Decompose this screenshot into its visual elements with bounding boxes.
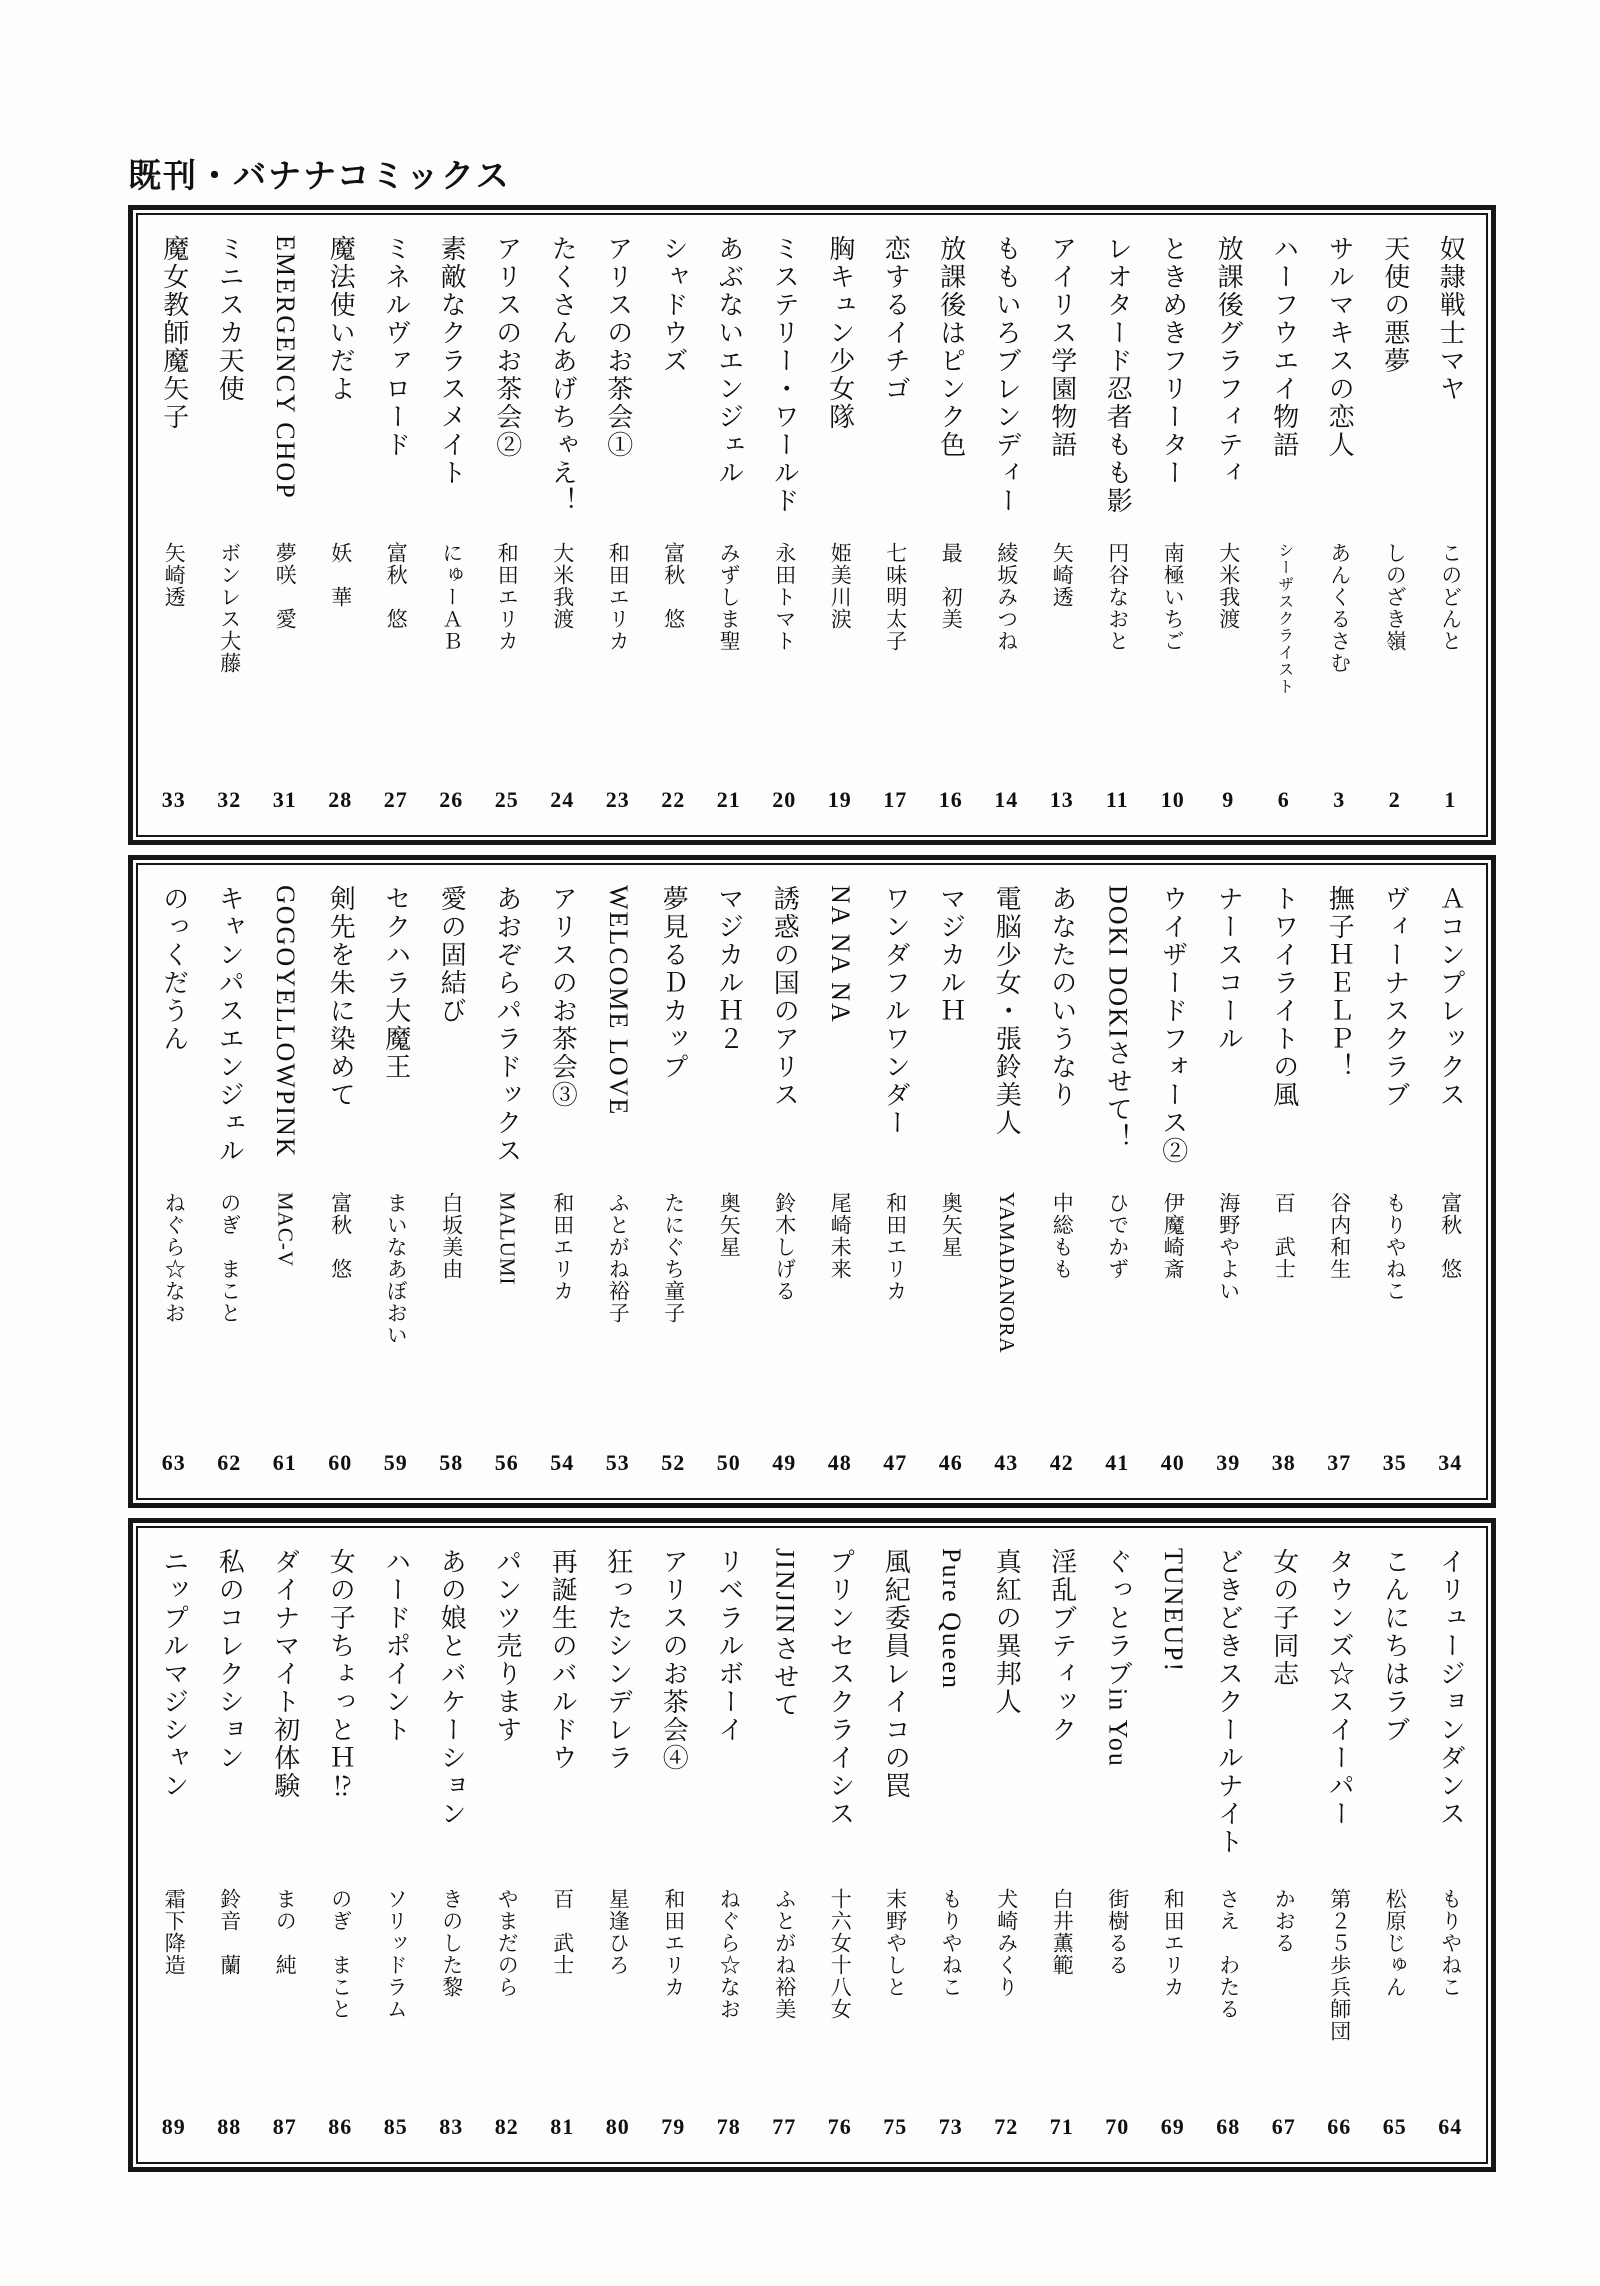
book-title: キャンパスエンジェル	[215, 885, 245, 1165]
book-title: タウンズ☆スイーパー	[1325, 1548, 1355, 1828]
book-title: 素敵なクラスメイト	[437, 235, 467, 487]
book-author: 尾崎未来	[828, 1192, 853, 1280]
book-number: 85	[383, 2114, 408, 2139]
book-title: 電脳少女・張鈴美人	[992, 885, 1022, 1137]
catalog-box-2-inner	[136, 863, 1488, 1500]
book-author: 鈴木しげる	[772, 1192, 797, 1302]
book-number: 58	[439, 1450, 464, 1475]
book-number: 21	[716, 787, 741, 812]
catalog-entry	[1034, 1540, 1090, 2154]
catalog-entry	[146, 227, 202, 827]
book-author: 海野やよい	[1216, 1192, 1241, 1302]
book-title: セクハラ大魔王	[381, 885, 411, 1081]
book-author: もりやねこ	[939, 1888, 964, 1998]
book-title: 放課後はピンク色	[936, 235, 966, 459]
book-number: 64	[1438, 2114, 1463, 2139]
book-author: 街樹るる	[1105, 1888, 1130, 1976]
book-author: 末野やしと	[883, 1888, 908, 1998]
book-number: 73	[938, 2114, 963, 2139]
book-number: 34	[1438, 1450, 1463, 1475]
book-title: ぐっとラブin You	[1103, 1548, 1133, 1768]
book-title: ハーフウエイ物語	[1269, 235, 1299, 459]
book-author: 伊魔崎斎	[1161, 1192, 1186, 1280]
book-number: 86	[328, 2114, 353, 2139]
book-title: アリスのお茶会②	[492, 235, 522, 459]
catalog-entry	[1423, 227, 1479, 827]
book-author: 白坂美由	[439, 1192, 464, 1280]
book-title: NA NA NA	[825, 885, 855, 1024]
catalog-entry	[313, 227, 369, 827]
book-title: アリスのお茶会④	[659, 1548, 689, 1772]
book-number: 65	[1382, 2114, 1407, 2139]
book-author: ソリッドラム	[384, 1888, 409, 2020]
book-author: たにぐち童子	[661, 1192, 686, 1324]
book-title: あの娘とバケーション	[437, 1548, 467, 1828]
book-title: Ａコンプレックス	[1436, 885, 1466, 1109]
book-number: 43	[994, 1450, 1019, 1475]
book-title: あなたのいうなり	[1047, 885, 1077, 1109]
book-number: 14	[994, 787, 1019, 812]
book-author: 白井薫範	[1050, 1888, 1075, 1976]
book-number: 78	[716, 2114, 741, 2139]
book-author: 星逢ひろ	[606, 1888, 631, 1976]
catalog-entry	[202, 227, 258, 827]
catalog-entry	[535, 227, 591, 827]
catalog-entry	[646, 1540, 702, 2154]
book-author: 和田エリカ	[495, 542, 520, 652]
catalog-entry	[1201, 227, 1257, 827]
book-author: シーザスクライスト	[1275, 542, 1293, 695]
book-number: 22	[661, 787, 686, 812]
catalog-box-3	[128, 1518, 1496, 2172]
book-author: 和田エリカ	[606, 542, 631, 652]
book-author: 最 初美	[939, 542, 964, 630]
book-number: 87	[272, 2114, 297, 2139]
catalog-entry	[1256, 877, 1312, 1490]
catalog-entry	[479, 877, 535, 1490]
book-author: あんくるさむ	[1327, 542, 1352, 674]
book-title: Pure Queen	[936, 1548, 966, 1691]
book-title: 女の子同志	[1269, 1548, 1299, 1688]
book-title: あぶないエンジェル	[714, 235, 744, 487]
book-title: 夢見るＤカップ	[659, 885, 689, 1081]
catalog-entry	[1367, 227, 1423, 827]
book-number: 82	[494, 2114, 519, 2139]
book-number: 72	[994, 2114, 1019, 2139]
book-author: ひでかず	[1105, 1192, 1130, 1280]
book-author: やまだのら	[495, 1888, 520, 1998]
catalog-entry	[368, 1540, 424, 2154]
book-title: ももいろブレンディー	[992, 235, 1022, 515]
catalog-entry	[590, 1540, 646, 2154]
book-title: WELCOME LOVE	[603, 885, 633, 1117]
book-number: 17	[883, 787, 908, 812]
book-title: ヴィーナスクラブ	[1380, 885, 1410, 1109]
book-number: 9	[1222, 787, 1235, 812]
book-title: ハードポイント	[381, 1548, 411, 1744]
book-title: ナースコール	[1214, 885, 1244, 1053]
catalog-entry	[202, 877, 258, 1490]
book-number: 19	[827, 787, 852, 812]
book-number: 11	[1105, 787, 1129, 812]
catalog-entry	[1090, 1540, 1146, 2154]
catalog-entry	[1145, 227, 1201, 827]
book-author: まの 純	[273, 1888, 298, 1976]
book-author: 和田エリカ	[883, 1192, 908, 1302]
book-author: 永田トマト	[772, 542, 797, 652]
book-author: まいなあぼおい	[384, 1192, 409, 1346]
book-title: 撫子ＨＥＬＰ！	[1325, 885, 1355, 1081]
book-number: 2	[1388, 787, 1401, 812]
catalog-entry	[368, 877, 424, 1490]
catalog-entry	[979, 227, 1035, 827]
book-title: 剣先を朱に染めて	[326, 885, 356, 1109]
book-author: 奥矢星	[717, 1192, 742, 1258]
book-author: のぎ まこと	[217, 1192, 242, 1324]
book-author: きのした黎	[439, 1888, 464, 1998]
book-title: 真紅の異邦人	[992, 1548, 1022, 1716]
book-title: イリュージョンダンス	[1436, 1548, 1466, 1828]
catalog-entry	[701, 877, 757, 1490]
book-title: 淫乱ブティック	[1047, 1548, 1077, 1744]
book-number: 50	[716, 1450, 741, 1475]
catalog-entry	[1367, 1540, 1423, 2154]
book-number: 27	[383, 787, 408, 812]
book-author: 谷内和生	[1327, 1192, 1352, 1280]
book-author: 奥矢星	[939, 1192, 964, 1258]
book-author: ふとがね裕美	[772, 1888, 797, 2020]
book-author: 綾坂みつね	[994, 542, 1019, 652]
book-number: 68	[1216, 2114, 1241, 2139]
catalog-entry	[701, 1540, 757, 2154]
catalog-entry	[1090, 877, 1146, 1490]
book-number: 13	[1049, 787, 1074, 812]
book-title: 狂ったシンデレラ	[603, 1548, 633, 1772]
book-title: 私のコレクション	[215, 1548, 245, 1772]
book-author: 富秋 悠	[384, 542, 409, 630]
catalog-entry	[424, 227, 480, 827]
book-author: ボンレス大藤	[217, 542, 242, 674]
book-number: 23	[605, 787, 630, 812]
book-number: 16	[938, 787, 963, 812]
book-number: 62	[217, 1450, 242, 1475]
catalog-entry	[1312, 1540, 1368, 2154]
catalog-entry	[1201, 877, 1257, 1490]
book-number: 48	[827, 1450, 852, 1475]
book-number: 49	[772, 1450, 797, 1475]
book-title: JINJINさせて	[770, 1548, 800, 1720]
catalog-box-1-inner	[136, 213, 1488, 837]
book-number: 56	[494, 1450, 519, 1475]
catalog-entry	[1090, 227, 1146, 827]
book-title: DOKI DOKIさせて！	[1103, 885, 1133, 1152]
catalog-box-3-inner	[136, 1526, 1488, 2164]
catalog-entry	[1312, 877, 1368, 1490]
book-number: 47	[883, 1450, 908, 1475]
book-number: 20	[772, 787, 797, 812]
book-title: レオタード忍者もも影	[1103, 235, 1133, 515]
book-number: 26	[439, 787, 464, 812]
book-title: アリスのお茶会③	[548, 885, 578, 1109]
book-author: 百 武士	[1272, 1192, 1297, 1280]
catalog-entry	[979, 877, 1035, 1490]
book-number: 6	[1277, 787, 1290, 812]
catalog-entry	[368, 227, 424, 827]
book-number: 60	[328, 1450, 353, 1475]
catalog-entry	[701, 227, 757, 827]
catalog-entry	[646, 227, 702, 827]
book-title: ニップルマジシャン	[159, 1548, 189, 1800]
book-author: 矢崎透	[1050, 542, 1075, 608]
book-author: 円谷なおと	[1105, 542, 1130, 652]
book-title: 風紀委員レイコの罠	[881, 1548, 911, 1800]
book-number: 77	[772, 2114, 797, 2139]
book-author: ねぐら☆なお	[162, 1192, 187, 1324]
book-author: さえ わたる	[1216, 1888, 1241, 2020]
book-number: 52	[661, 1450, 686, 1475]
catalog-entry	[923, 877, 979, 1490]
book-title: アリスのお茶会①	[603, 235, 633, 459]
catalog-entry	[535, 877, 591, 1490]
book-title: あおぞらパラドックス	[492, 885, 522, 1165]
book-number: 39	[1216, 1450, 1241, 1475]
book-author: 夢咲 愛	[273, 542, 298, 630]
catalog-entry	[479, 1540, 535, 2154]
page-title: 既刊・バナナコミックス	[128, 157, 511, 194]
book-author: 鈴音 蘭	[217, 1888, 242, 1976]
book-number: 63	[161, 1450, 186, 1475]
catalog-entry	[1256, 227, 1312, 827]
catalog-entry	[1367, 877, 1423, 1490]
book-title: 放課後グラフィティ	[1214, 235, 1244, 487]
book-author: 姫美川涙	[828, 542, 853, 630]
catalog-entry	[923, 1540, 979, 2154]
book-number: 67	[1271, 2114, 1296, 2139]
book-title: 恋するイチゴ	[881, 235, 911, 403]
catalog-entry	[757, 1540, 813, 2154]
book-author: 矢崎透	[162, 542, 187, 608]
book-number: 46	[938, 1450, 963, 1475]
catalog-entry	[313, 877, 369, 1490]
book-author: 七味明太子	[883, 542, 908, 652]
catalog-entry	[1145, 1540, 1201, 2154]
book-number: 59	[383, 1450, 408, 1475]
book-author: 和田エリカ	[550, 1192, 575, 1302]
book-number: 41	[1105, 1450, 1130, 1475]
book-number: 75	[883, 2114, 908, 2139]
book-number: 35	[1382, 1450, 1407, 1475]
catalog-entry	[1034, 877, 1090, 1490]
book-author: 百 武士	[550, 1888, 575, 1976]
book-number: 81	[550, 2114, 575, 2139]
book-title: 女の子ちょっとＨ⁉	[326, 1548, 356, 1800]
book-author: MAC-V	[273, 1192, 298, 1268]
catalog-entry	[257, 1540, 313, 2154]
catalog-entry	[868, 1540, 924, 2154]
catalog-entry	[812, 1540, 868, 2154]
catalog-entry	[146, 1540, 202, 2154]
book-number: 79	[661, 2114, 686, 2139]
book-author: 松原じゅん	[1383, 1888, 1408, 1998]
book-title: 奴隷戦士マヤ	[1436, 235, 1466, 403]
book-number: 28	[328, 787, 353, 812]
catalog-entry	[868, 227, 924, 827]
book-author: YAMADANORA	[994, 1192, 1019, 1354]
book-author: ねぐら☆なお	[717, 1888, 742, 2020]
book-title: アイリス学園物語	[1047, 235, 1077, 459]
book-number: 88	[217, 2114, 242, 2139]
book-title: ウイザードフォース②	[1158, 885, 1188, 1165]
book-author: MALUMI	[495, 1192, 520, 1286]
book-author: しのざき嶺	[1383, 542, 1408, 652]
catalog-entry	[202, 1540, 258, 2154]
catalog-box-2	[128, 855, 1496, 1508]
catalog-entry	[812, 227, 868, 827]
book-title: リベラルボーイ	[714, 1548, 744, 1744]
book-title: こんにちはラブ	[1380, 1548, 1410, 1744]
book-author: 和田エリカ	[1161, 1888, 1186, 1998]
book-author: 霜下降造	[162, 1888, 187, 1976]
book-number: 37	[1327, 1450, 1352, 1475]
book-title: たくさんあげちゃえ！	[548, 235, 578, 515]
book-author: 十六女十八女	[828, 1888, 853, 2020]
book-number: 71	[1049, 2114, 1074, 2139]
catalog-entry	[1256, 1540, 1312, 2154]
book-author: みずしま聖	[717, 542, 742, 652]
catalog-entry	[1312, 227, 1368, 827]
book-title: トワイライトの風	[1269, 885, 1299, 1109]
book-title: ときめきフリーター	[1158, 235, 1188, 487]
book-author: 南極いちご	[1161, 542, 1186, 652]
book-author: のぎ まこと	[328, 1888, 353, 2020]
book-number: 40	[1160, 1450, 1185, 1475]
catalog-entry	[479, 227, 535, 827]
book-title: どきどきスクールナイト	[1214, 1548, 1244, 1856]
book-author: ふとがね裕子	[606, 1192, 631, 1324]
catalog-entry	[313, 1540, 369, 2154]
book-title: 天使の悪夢	[1380, 235, 1410, 375]
book-number: 38	[1271, 1450, 1296, 1475]
book-title: 胸キュン少女隊	[825, 235, 855, 431]
catalog-entry	[424, 877, 480, 1490]
book-author: かおる	[1272, 1888, 1297, 1954]
book-number: 83	[439, 2114, 464, 2139]
catalog-entry	[1201, 1540, 1257, 2154]
book-number: 24	[550, 787, 575, 812]
book-number: 10	[1160, 787, 1185, 812]
book-title: サルマキスの恋人	[1325, 235, 1355, 459]
book-title: 魔法使いだよ	[326, 235, 356, 403]
book-number: 54	[550, 1450, 575, 1475]
book-title: EMERGENCY CHOP	[270, 235, 300, 500]
book-author: 犬崎みくり	[994, 1888, 1019, 1998]
book-number: 76	[827, 2114, 852, 2139]
book-title: マジカルＨ２	[714, 885, 744, 1053]
book-number: 66	[1327, 2114, 1352, 2139]
book-number: 33	[161, 787, 186, 812]
catalog-entry	[757, 877, 813, 1490]
catalog-entry	[646, 877, 702, 1490]
book-title: ダイナマイト初体験	[270, 1548, 300, 1800]
catalog-entry	[923, 227, 979, 827]
book-title: パンツ売ります	[492, 1548, 522, 1744]
book-title: 愛の固結び	[437, 885, 467, 1025]
book-title: GOGOYELLOWPINK	[270, 885, 300, 1159]
catalog-entry	[590, 877, 646, 1490]
book-number: 70	[1105, 2114, 1130, 2139]
catalog-entry	[868, 877, 924, 1490]
book-author: 妖 華	[328, 542, 353, 608]
book-author: このどんと	[1438, 542, 1463, 652]
book-number: 69	[1160, 2114, 1185, 2139]
catalog-entry	[812, 877, 868, 1490]
book-author: 大米我渡	[550, 542, 575, 630]
book-author: 和田エリカ	[661, 1888, 686, 1998]
book-number: 80	[605, 2114, 630, 2139]
book-title: 再誕生のバルドウ	[548, 1548, 578, 1772]
book-number: 32	[217, 787, 242, 812]
book-title: 誘惑の国のアリス	[770, 885, 800, 1109]
book-number: 31	[272, 787, 297, 812]
book-title: ミネルヴァロード	[381, 235, 411, 459]
book-title: 魔女教師魔矢子	[159, 235, 189, 431]
book-title: ミニスカ天使	[215, 235, 245, 403]
book-title: マジカルＨ	[936, 885, 966, 1025]
catalog-entry	[1145, 877, 1201, 1490]
book-author: 富秋 悠	[1438, 1192, 1463, 1280]
catalog-entry	[590, 227, 646, 827]
book-title: ミステリー・ワールド	[770, 235, 800, 515]
catalog-entry	[257, 227, 313, 827]
catalog-entry	[1423, 1540, 1479, 2154]
book-number: 3	[1333, 787, 1346, 812]
book-author: もりやねこ	[1438, 1888, 1463, 1998]
book-author: 富秋 悠	[328, 1192, 353, 1280]
book-number: 25	[494, 787, 519, 812]
book-author: 富秋 悠	[661, 542, 686, 630]
book-author: 中総もも	[1050, 1192, 1075, 1280]
book-author: にゅーＡＢ	[439, 542, 464, 652]
book-author: 第２５歩兵師団	[1327, 1888, 1352, 2042]
catalog-entry	[979, 1540, 1035, 2154]
book-number: 53	[605, 1450, 630, 1475]
catalog-entry	[146, 877, 202, 1490]
catalog-entry	[535, 1540, 591, 2154]
book-number: 61	[272, 1450, 297, 1475]
book-title: ワンダフルワンダー	[881, 885, 911, 1137]
catalog-entry	[1423, 877, 1479, 1490]
catalog-entry	[424, 1540, 480, 2154]
catalog-box-1	[128, 205, 1496, 845]
book-number: 1	[1444, 787, 1457, 812]
book-author: 大米我渡	[1216, 542, 1241, 630]
book-title: TUNEUP!	[1158, 1548, 1188, 1674]
catalog-entry	[257, 877, 313, 1490]
book-title: プリンセスクライシス	[825, 1548, 855, 1828]
catalog-entry	[1034, 227, 1090, 827]
catalog-entry	[757, 227, 813, 827]
book-author: もりやねこ	[1383, 1192, 1408, 1302]
book-number: 42	[1049, 1450, 1074, 1475]
book-title: のっくだうん	[159, 885, 189, 1053]
book-number: 89	[161, 2114, 186, 2139]
book-title: シャドウズ	[659, 235, 689, 375]
